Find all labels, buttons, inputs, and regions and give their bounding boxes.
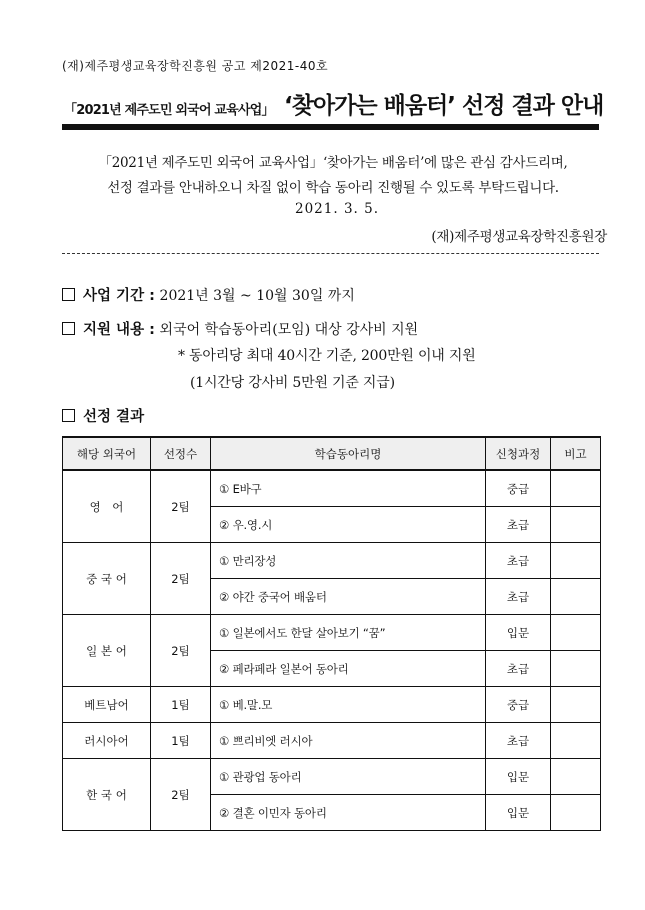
- table-row: [63, 470, 601, 507]
- course-cell: 입문: [486, 759, 551, 795]
- remark-cell: [551, 615, 601, 651]
- support-value: 외국어 학습동아리(모임) 대상 강사비 지원: [159, 322, 419, 338]
- club-name-cell: ① 일본에서도 한달 살아보기 “꿈”: [211, 615, 486, 651]
- club-name-cell: ② 결혼 이민자 동아리: [211, 795, 486, 831]
- course-cell: 중급: [486, 687, 551, 723]
- section-period: [62, 284, 355, 305]
- language-cell: 영 어: [63, 470, 151, 543]
- column-header: 해당 외국어: [63, 437, 151, 470]
- intro-paragraph: [53, 151, 613, 201]
- club-name-cell: ① 관광업 동아리: [211, 759, 486, 795]
- club-name-cell: ② 야간 중국어 배움터: [211, 579, 486, 615]
- notice-signer: (재)제주평생교육장학진흥원장: [431, 229, 607, 245]
- checkbox-square-icon: [62, 322, 75, 335]
- remark-cell: [551, 651, 601, 687]
- notice-date: 2021. 3. 5.: [295, 201, 379, 217]
- table-header-row: [63, 437, 601, 470]
- column-header: 학습동아리명: [211, 437, 486, 470]
- table-row: [63, 759, 601, 795]
- column-header: 비고: [551, 437, 601, 470]
- results-table: [62, 436, 601, 831]
- table-row: [63, 615, 601, 651]
- table-row: [63, 543, 601, 579]
- language-cell: 러시아어: [63, 723, 151, 759]
- course-cell: 중급: [486, 470, 551, 507]
- support-note-1: * 동아리당 최대 40시간 기준, 200만원 이내 지원: [178, 348, 476, 364]
- column-header: 선정수: [151, 437, 211, 470]
- support-label: 지원 내용 :: [83, 322, 155, 338]
- count-cell: 2팀: [151, 543, 211, 615]
- column-header: 신청과정: [486, 437, 551, 470]
- count-cell: 2팀: [151, 470, 211, 543]
- intro-line-1: 「2021년 제주도민 외국어 교육사업」‘찾아가는 배움터’에 많은 관심 감사드리며,: [98, 155, 568, 171]
- section-results: [62, 405, 144, 426]
- remark-cell: [551, 507, 601, 543]
- remark-cell: [551, 687, 601, 723]
- count-cell: 1팀: [151, 723, 211, 759]
- count-cell: 1팀: [151, 687, 211, 723]
- intro-line-2: 선정 결과를 안내하오니 차질 없이 학습 동아리 진행될 수 있도록 부탁드립니다.: [107, 180, 559, 196]
- count-cell: 2팀: [151, 615, 211, 687]
- course-cell: 초급: [486, 723, 551, 759]
- club-name-cell: ① 만리장성: [211, 543, 486, 579]
- results-label: 선정 결과: [83, 409, 145, 425]
- period-label: 사업 기간 :: [83, 288, 155, 304]
- document-title: [62, 86, 604, 122]
- language-cell: 베트남어: [63, 687, 151, 723]
- remark-cell: [551, 795, 601, 831]
- checkbox-square-icon: [62, 409, 75, 422]
- remark-cell: [551, 723, 601, 759]
- course-cell: 초급: [486, 507, 551, 543]
- title-main: ‘찾아가는 배움터’ 선정 결과 안내: [284, 93, 604, 119]
- language-cell: 중 국 어: [63, 543, 151, 615]
- club-name-cell: ① 베.말.모: [211, 687, 486, 723]
- checkbox-square-icon: [62, 288, 75, 301]
- remark-cell: [551, 579, 601, 615]
- title-underline: [62, 124, 599, 130]
- support-note-2: (1시간당 강사비 5만원 기준 지급): [190, 375, 395, 391]
- language-cell: 한 국 어: [63, 759, 151, 831]
- notice-number: (재)제주평생교육장학진흥원 공고 제2021-40호: [62, 59, 329, 73]
- count-cell: 2팀: [151, 759, 211, 831]
- course-cell: 입문: [486, 615, 551, 651]
- club-name-cell: ① 쁘리비엣 러시아: [211, 723, 486, 759]
- remark-cell: [551, 543, 601, 579]
- dashed-divider: [62, 253, 599, 254]
- club-name-cell: ① E바구: [211, 470, 486, 507]
- course-cell: 입문: [486, 795, 551, 831]
- title-subtitle: 「2021년 제주도민 외국어 교육사업」: [64, 103, 274, 118]
- table-row: [63, 723, 601, 759]
- language-cell: 일 본 어: [63, 615, 151, 687]
- remark-cell: [551, 470, 601, 507]
- course-cell: 초급: [486, 651, 551, 687]
- club-name-cell: ② 우.영.시: [211, 507, 486, 543]
- period-value: 2021년 3월 ~ 10월 30일 까지: [159, 288, 355, 304]
- course-cell: 초급: [486, 579, 551, 615]
- remark-cell: [551, 759, 601, 795]
- table-row: [63, 687, 601, 723]
- course-cell: 초급: [486, 543, 551, 579]
- club-name-cell: ② 페라페라 일본어 동아리: [211, 651, 486, 687]
- section-support: [62, 318, 418, 339]
